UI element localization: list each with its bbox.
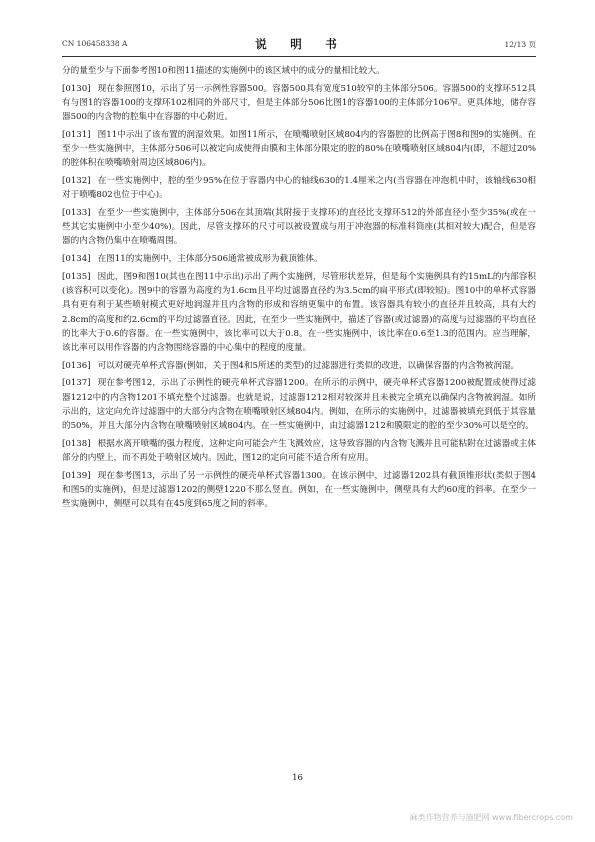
paragraph-number: [0131] xyxy=(62,129,91,140)
paragraph-text: 在至少一些实施例中，主体部分506在其顶端(其附接于支撑环)的直径比支撑环512的外部直径小至少35%(或在一些其它实施例中小至少40%)。因此，尽管支撑环的尺寸可以被设置成与用于冲泡器的标准料筒座(其相对较大)配合，但是容器的内含物仍集中在喷嘴周围。 xyxy=(62,207,536,247)
watermark: 麻类作物营养与施肥网 www.fibercrops.com xyxy=(409,813,573,822)
page-header xyxy=(62,36,536,54)
paragraph xyxy=(62,174,536,203)
paragraph-text: 根据水离开喷嘴的强力程度，这种定向可能会产生飞溅效应，这导致容器的内含物飞溅并且可能粘附在过滤器或主体部分的内壁上，而不再处于喷射区域内。因此，图12的定向可能不适合所有应用。 xyxy=(62,438,536,464)
paragraph-text: 在一些实施例中，腔的至少95%在位于容器内中心的轴线630的1.4厘米之内(当容器在冲泡机中时，该轴线630相对于喷嘴802也位于中心)。 xyxy=(62,175,536,201)
paragraph-number: [0133] xyxy=(62,207,91,218)
paragraph xyxy=(62,252,536,266)
paragraph-list xyxy=(62,82,536,512)
paragraph-text: 现在参考图12，示出了示例性的硬壳单杯式容器1200。在所示的示例中，硬壳单杯式容器1200被配置成使得过滤器1212中的内含物1201不填充整个过滤器。也就是说，过滤器1212相对较深并且未被完全填充以确保内含物被润湿。如所示出的，这定向允许过滤器中的大部分内含物在喷嘴喷射区域804内。例如，在所示的实施例中，过滤器被填充到低于其容量的50%，并且大部分内含物在喷嘴喷射区域804内。在一些实施例中，由过滤器1212和膜限定的腔的至少30%可以是空的。 xyxy=(62,378,536,432)
paragraph-text: 因此，图9和图10(其也在图11中示出)示出了两个实施例，尽管形状差异，但是每个实施例具有约15mL的内部容积(该容积可以变化)。图9中的容器为高度约为1.6cm且平均过滤器直径约为3.5cm的扁平形式(即较短)。图10中的单杯式容器具有更有利于某些喷射模式更好地润湿并且内含物的形成和容纳更集中的布置。该容器具有较小的直径并且较高，具有大约2.8cm的高度和约2.6cm的平均过滤器直径。因此，在至少一些实施例中，描述了容器(或过滤器)的高度与过滤器的平均直径的比率大于0.6的容器。在一些实施例中，该比率可以大于0.8。在一些实施例中，该比率在0.6至1.3的范围内。应当理解，该比率可以用作容器的内含物围绕容器的中心集中的程度的度量。 xyxy=(62,271,536,354)
paragraph xyxy=(62,359,536,373)
patent-number: CN 106458338 A xyxy=(62,39,128,48)
paragraph-number: [0138] xyxy=(62,438,91,449)
paragraph xyxy=(62,82,536,125)
paragraph-text: 在图11的实施例中，主体部分506通常被成形为截顶锥体。 xyxy=(97,254,323,265)
paragraph-number: [0135] xyxy=(62,271,91,282)
page-indicator: 12/13 页 xyxy=(504,40,536,49)
lead-paragraph: 分的量至少与下面参考图10和图11描述的实施例中的该区域中的成分的量相比较大。 xyxy=(62,66,385,76)
paragraph xyxy=(62,206,536,249)
paragraph-number: [0137] xyxy=(62,378,91,389)
paragraph-text: 现在参考图13，示出了另一示例性的硬壳单杯式容器1300。在该示例中，过滤器1202具有截顶锥形状(类似于图4和图5的实施例)，但是过滤器1202的侧壁1220不那么竖直。例如，在一些实施例中，侧壁具有大约60度的斜率。在至少一些实施例中，侧壁可以具有在45度到65度之间的斜率。 xyxy=(62,470,536,510)
paragraph xyxy=(62,437,536,466)
paragraph-number: [0139] xyxy=(62,470,91,481)
paragraph-text: 可以对硬壳单杯式容器(例如，关于图4和5所述的类型)的过滤器进行类似的改进，以确保容器的内含物被润湿。 xyxy=(97,360,520,371)
paragraph xyxy=(62,128,536,171)
header-divider xyxy=(62,56,536,57)
paragraph-text: 现在参照图10，示出了另一示例性容器500。容器500具有宽度510较窄的主体部分506。容器500的支撑环512具有与图1的容器100的支撑环102相同的外部尺寸，但是主体部分506比图1的容器100的主体部分106窄。更具体地，储存容器500的内含物的腔集中在容器的中心附近。 xyxy=(62,83,536,123)
paragraph-text: 图11中示出了该布置的润湿效果。如图11所示，在喷嘴喷射区域804内的容器腔的比例高于图8和图9的实施例。在至少一些实施例中，主体部分506可以被定向成使得由膜和主体部分限定的腔的80%在喷嘴喷射区域804内(即，不超过20%的腔体积在喷嘴喷射周边区域806内)。 xyxy=(62,129,536,169)
paragraph xyxy=(62,270,536,356)
paragraph-number: [0132] xyxy=(62,175,91,186)
document-body xyxy=(62,64,536,515)
paragraph-number: [0136] xyxy=(62,360,91,371)
paragraph-number: [0130] xyxy=(62,83,91,94)
document-title: 说 明 书 xyxy=(255,37,343,51)
page-number: 16 xyxy=(292,773,303,783)
paragraph-number: [0134] xyxy=(62,254,91,265)
paragraph xyxy=(62,469,536,512)
paragraph xyxy=(62,376,536,433)
